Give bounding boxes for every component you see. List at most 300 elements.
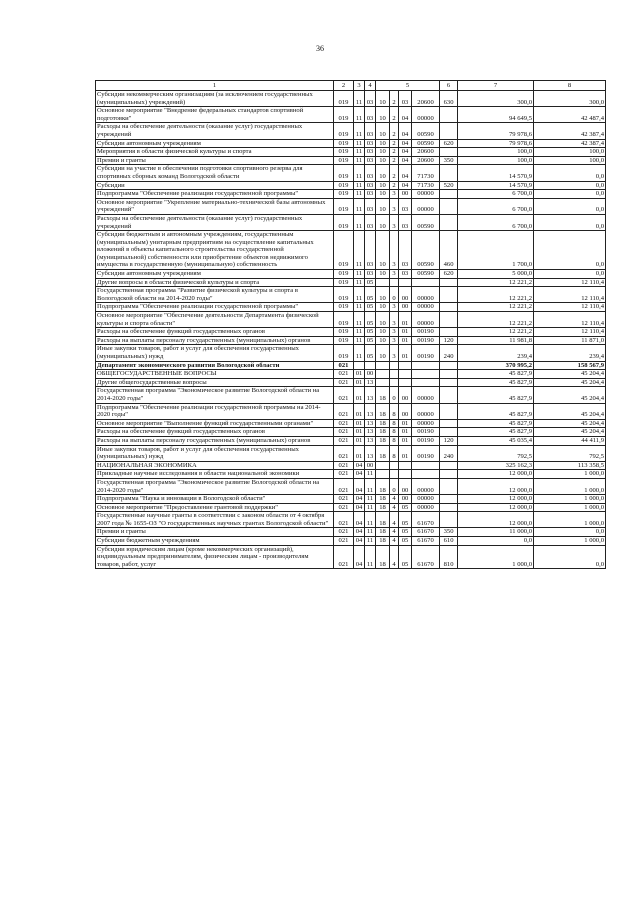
target-code-3: 04 [399,181,412,190]
dept-code: 021 [334,495,354,504]
header-cell: 8 [534,81,606,91]
amount-col-8: 12 110,4 [534,287,606,303]
table-row [96,428,606,437]
target-code-4: 00190 [412,336,440,345]
row-name: Основное мероприятие "Обеспечение деятельности Департамента физической культуры и спорта области" [96,312,334,328]
dept-code: 019 [334,148,354,157]
target-code-3: 04 [399,139,412,148]
target-code-3: 04 [399,123,412,139]
amount-col-7: 12 000,0 [458,503,534,512]
target-code-4: 00000 [412,107,440,123]
target-code-4: 00590 [412,214,440,230]
target-code-3: 01 [399,428,412,437]
target-code-4: 00000 [412,387,440,403]
expense-type-code [440,378,458,387]
target-code-1: 18 [376,419,390,428]
subsection-code: 13 [365,387,376,403]
amount-col-7: 14 570,9 [458,181,534,190]
amount-col-8: 0,0 [534,198,606,214]
subsection-code: 11 [365,503,376,512]
expense-type-code [440,278,458,287]
target-code-4: 61670 [412,545,440,569]
subsection-code: 13 [365,378,376,387]
target-code-2 [390,470,399,479]
target-code-3: 01 [399,419,412,428]
subsection-code: 03 [365,165,376,181]
target-code-3: 05 [399,503,412,512]
amount-col-8: 158 567,9 [534,361,606,370]
expense-type-code [440,198,458,214]
amount-col-8: 11 871,0 [534,336,606,345]
target-code-3: 03 [399,91,412,107]
amount-col-7: 94 649,5 [458,107,534,123]
amount-col-8: 300,0 [534,91,606,107]
expense-type-code [440,470,458,479]
expense-type-code [440,503,458,512]
header-row [96,81,606,91]
target-code-2: 8 [390,445,399,461]
section-code: 04 [354,512,365,528]
target-code-3 [399,470,412,479]
row-name: Расходы на выплаты персоналу государственных (муниципальных) органов [96,436,334,445]
dept-code: 021 [334,419,354,428]
expense-type-code: 460 [440,231,458,270]
dept-code: 019 [334,231,354,270]
expense-type-code [440,107,458,123]
row-name: Прикладные научные исследования в области национальной экономики [96,470,334,479]
row-name: Основное мероприятие "Выполнение функций государственными органами" [96,419,334,428]
target-code-2: 2 [390,91,399,107]
target-code-2 [390,370,399,379]
row-name: Государственная программа "Экономическое развитие Вологодской области на 2014-2020 годы" [96,387,334,403]
row-name: Субсидии автономным учреждениям [96,139,334,148]
target-code-2: 4 [390,545,399,569]
subsection-code: 03 [365,270,376,279]
amount-col-7: 1 700,0 [458,231,534,270]
section-code: 11 [354,181,365,190]
section-code: 11 [354,156,365,165]
subsection-code: 03 [365,181,376,190]
row-name: Расходы на обеспечение деятельности (оказание услуг) государственных учреждений [96,214,334,230]
target-code-1: 10 [376,303,390,312]
expense-type-code [440,512,458,528]
amount-col-7: 300,0 [458,91,534,107]
table-row [96,512,606,528]
table-row [96,165,606,181]
expense-type-code: 520 [440,181,458,190]
target-code-3 [399,378,412,387]
amount-col-7: 45 827,9 [458,387,534,403]
table-row [96,190,606,199]
amount-col-8: 0,0 [534,214,606,230]
section-code: 11 [354,278,365,287]
target-code-3: 03 [399,198,412,214]
row-name: Департамент экономического развития Вологодской области [96,361,334,370]
section-code: 11 [354,107,365,123]
target-code-1: 10 [376,328,390,337]
target-code-3: 03 [399,214,412,230]
dept-code: 019 [334,336,354,345]
expense-type-code [440,387,458,403]
target-code-1: 18 [376,503,390,512]
target-code-2 [390,361,399,370]
row-name: Премии и гранты [96,156,334,165]
target-code-3 [399,370,412,379]
target-code-2: 4 [390,537,399,546]
target-code-4: 00000 [412,403,440,419]
dept-code: 019 [334,270,354,279]
section-code: 11 [354,345,365,361]
target-code-3: 00 [399,495,412,504]
target-code-2 [390,278,399,287]
table-row [96,198,606,214]
dept-code: 021 [334,428,354,437]
amount-col-7: 325 162,3 [458,461,534,470]
section-code: 11 [354,231,365,270]
row-name: Расходы на обеспечение функций государственных органов [96,428,334,437]
target-code-1: 10 [376,181,390,190]
section-code: 11 [354,214,365,230]
amount-col-7: 45 035,4 [458,436,534,445]
target-code-1: 10 [376,107,390,123]
target-code-3: 00 [399,403,412,419]
dept-code: 019 [334,328,354,337]
amount-col-8: 1 000,0 [534,503,606,512]
header-cell: 2 [334,81,354,91]
subsection-code: 03 [365,123,376,139]
target-code-1: 18 [376,545,390,569]
row-name: Государственная программа "Экономическое развитие Вологодской области на 2014-2020 годы" [96,478,334,494]
budget-table [95,80,606,569]
subsection-code: 11 [365,470,376,479]
row-name: Субсидии автономным учреждениям [96,270,334,279]
expense-type-code [440,165,458,181]
expense-type-code [440,495,458,504]
amount-col-8: 100,0 [534,156,606,165]
target-code-2: 3 [390,270,399,279]
section-code: 01 [354,428,365,437]
expense-type-code: 120 [440,436,458,445]
row-name: Иные закупки товаров, работ и услуг для обеспечения государственных (муниципальных) нужд [96,445,334,461]
dept-code: 021 [334,470,354,479]
target-code-2: 8 [390,403,399,419]
target-code-4 [412,370,440,379]
subsection-code: 03 [365,156,376,165]
dept-code: 021 [334,503,354,512]
target-code-4: 00590 [412,270,440,279]
target-code-4 [412,361,440,370]
table-row [96,495,606,504]
amount-col-7: 11 981,8 [458,336,534,345]
target-code-4: 61670 [412,528,440,537]
row-name: Подпрограмма "Обеспечение реализации государственной программы на 2014-2020 годы" [96,403,334,419]
target-code-4 [412,461,440,470]
subsection-code: 13 [365,436,376,445]
amount-col-8: 100,0 [534,148,606,157]
section-code: 11 [354,198,365,214]
dept-code: 019 [334,107,354,123]
target-code-1: 10 [376,345,390,361]
dept-code: 019 [334,123,354,139]
subsection-code: 13 [365,403,376,419]
target-code-1: 10 [376,165,390,181]
amount-col-7: 5 000,0 [458,270,534,279]
row-name: Премии и гранты [96,528,334,537]
amount-col-7: 1 000,0 [458,545,534,569]
target-code-1 [376,461,390,470]
row-name: Субсидии бюджетным и автономным учреждениям, государственным (муниципальным) унитарным предприятиям на осуществление капитальных вложений в объекты капитального строительства государственной (муниципальной) собственности или приобретение объектов недвижимого имущества в государственную (муниципальную) собственность [96,231,334,270]
table-row [96,214,606,230]
section-code: 01 [354,387,365,403]
header-cell: 5 [376,81,440,91]
table-row [96,470,606,479]
target-code-1: 18 [376,436,390,445]
target-code-2: 4 [390,528,399,537]
target-code-2: 2 [390,181,399,190]
dept-code: 021 [334,445,354,461]
amount-col-8: 0,0 [534,528,606,537]
dept-code: 021 [334,461,354,470]
expense-type-code [440,123,458,139]
table-row [96,537,606,546]
dept-code: 021 [334,528,354,537]
expense-type-code: 350 [440,156,458,165]
row-name: Подпрограмма "Наука и инновации в Вологодской области" [96,495,334,504]
dept-code: 021 [334,387,354,403]
expense-type-code [440,370,458,379]
dept-code: 019 [334,287,354,303]
target-code-2: 2 [390,165,399,181]
expense-type-code: 120 [440,336,458,345]
expense-type-code: 620 [440,139,458,148]
section-code: 11 [354,328,365,337]
row-name: Субсидии на участие в обеспечении подготовки спортивного резерва для спортивных сборных команд Вологодской области [96,165,334,181]
section-code: 11 [354,190,365,199]
expense-type-code [440,478,458,494]
section-code: 11 [354,336,365,345]
target-code-2: 3 [390,214,399,230]
amount-col-8: 45 204,4 [534,378,606,387]
target-code-3: 01 [399,328,412,337]
target-code-4 [412,378,440,387]
amount-col-8: 0,0 [534,545,606,569]
target-code-3: 03 [399,231,412,270]
table-row [96,312,606,328]
subsection-code: 05 [365,345,376,361]
table-row [96,156,606,165]
target-code-1: 10 [376,287,390,303]
header-cell: 7 [458,81,534,91]
expense-type-code: 810 [440,545,458,569]
table-row [96,107,606,123]
target-code-1: 10 [376,198,390,214]
target-code-4: 61670 [412,537,440,546]
target-code-3: 01 [399,312,412,328]
row-name: Мероприятия в области физической культуры и спорта [96,148,334,157]
amount-col-7: 79 978,6 [458,123,534,139]
amount-col-7: 79 978,6 [458,139,534,148]
amount-col-7: 11 000,0 [458,528,534,537]
section-code: 04 [354,495,365,504]
subsection-code: 00 [365,461,376,470]
target-code-2: 4 [390,512,399,528]
amount-col-7: 12 000,0 [458,495,534,504]
section-code: 01 [354,370,365,379]
section-code: 01 [354,419,365,428]
target-code-2: 0 [390,287,399,303]
target-code-4: 00590 [412,139,440,148]
section-code: 01 [354,378,365,387]
dept-code: 019 [334,214,354,230]
amount-col-7: 100,0 [458,156,534,165]
amount-col-8: 42 487,4 [534,107,606,123]
dept-code: 019 [334,165,354,181]
target-code-4: 00000 [412,303,440,312]
target-code-2: 2 [390,123,399,139]
section-code: 11 [354,165,365,181]
row-name: Основное мероприятие "Предоставление грантовой поддержки" [96,503,334,512]
table-row [96,478,606,494]
table-row [96,361,606,370]
subsection-code: 05 [365,303,376,312]
row-name: Субсидии бюджетным учреждениям [96,537,334,546]
amount-col-7: 6 700,0 [458,198,534,214]
target-code-1: 18 [376,537,390,546]
target-code-1: 10 [376,231,390,270]
amount-col-7: 45 827,9 [458,370,534,379]
target-code-2: 3 [390,328,399,337]
dept-code: 019 [334,303,354,312]
page-number: 36 [316,44,324,53]
subsection-code: 03 [365,231,376,270]
target-code-3: 04 [399,165,412,181]
target-code-3: 00 [399,190,412,199]
target-code-3: 00 [399,303,412,312]
target-code-3: 05 [399,537,412,546]
amount-col-8: 42 387,4 [534,123,606,139]
section-code: 01 [354,403,365,419]
section-code: 11 [354,303,365,312]
table-row [96,461,606,470]
target-code-2: 3 [390,231,399,270]
amount-col-8: 1 000,0 [534,495,606,504]
table-row [96,123,606,139]
amount-col-8: 42 387,4 [534,139,606,148]
target-code-2: 4 [390,503,399,512]
target-code-1 [376,361,390,370]
table-row [96,336,606,345]
subsection-code: 03 [365,198,376,214]
target-code-4: 00000 [412,419,440,428]
row-name: Подпрограмма "Обеспечение реализации государственной программы" [96,303,334,312]
table-row [96,419,606,428]
target-code-1: 10 [376,156,390,165]
target-code-4: 00190 [412,328,440,337]
target-code-2: 3 [390,198,399,214]
amount-col-7: 12 221,2 [458,303,534,312]
amount-col-7: 12 000,0 [458,470,534,479]
row-name: Субсидии юридическим лицам (кроме некоммерческих организаций), индивидуальным предпринимателям, физическим лицам - производителям товаров, работ, услуг [96,545,334,569]
row-name: Расходы на обеспечение деятельности (оказание услуг) государственных учреждений [96,123,334,139]
target-code-2 [390,461,399,470]
subsection-code: 11 [365,528,376,537]
subsection-code: 03 [365,214,376,230]
target-code-1: 10 [376,123,390,139]
section-code: 11 [354,91,365,107]
table-row [96,231,606,270]
target-code-1: 18 [376,445,390,461]
target-code-3 [399,461,412,470]
amount-col-8: 45 204,4 [534,428,606,437]
target-code-3: 04 [399,107,412,123]
row-name: Основное мероприятие "Укрепление материально-технической базы автономных учреждений" [96,198,334,214]
row-name: Государственная программа "Развитие физической культуры и спорта в Вологодской области на 2014-2020 годы" [96,287,334,303]
target-code-3: 05 [399,512,412,528]
target-code-1: 18 [376,495,390,504]
row-name: Подпрограмма "Обеспечение реализации государственной программы" [96,190,334,199]
subsection-code: 13 [365,419,376,428]
amount-col-7: 12 000,0 [458,478,534,494]
target-code-4: 61670 [412,512,440,528]
amount-col-7: 239,4 [458,345,534,361]
dept-code: 021 [334,403,354,419]
target-code-1: 10 [376,190,390,199]
amount-col-8: 0,0 [534,270,606,279]
dept-code: 021 [334,378,354,387]
dept-code: 019 [334,198,354,214]
expense-type-code: 350 [440,528,458,537]
table-row [96,328,606,337]
amount-col-7: 45 827,9 [458,403,534,419]
expense-type-code: 630 [440,91,458,107]
section-code: 11 [354,139,365,148]
table-row [96,303,606,312]
row-name: Другие общегосударственные вопросы [96,378,334,387]
dept-code: 019 [334,312,354,328]
target-code-3: 00 [399,287,412,303]
target-code-3 [399,361,412,370]
section-code: 01 [354,445,365,461]
target-code-3: 00 [399,387,412,403]
target-code-4: 00190 [412,445,440,461]
amount-col-8: 12 110,4 [534,278,606,287]
expense-type-code: 240 [440,445,458,461]
amount-col-8: 45 204,4 [534,419,606,428]
subsection-code: 03 [365,148,376,157]
subsection-code: 11 [365,478,376,494]
amount-col-8: 0,0 [534,231,606,270]
section-code: 04 [354,537,365,546]
target-code-1: 10 [376,214,390,230]
target-code-3: 03 [399,270,412,279]
dept-code: 019 [334,190,354,199]
table-row [96,287,606,303]
row-name: Расходы на выплаты персоналу государственных (муниципальных) органов [96,336,334,345]
amount-col-7: 12 221,2 [458,287,534,303]
table-row [96,91,606,107]
amount-col-7: 792,5 [458,445,534,461]
table-row [96,503,606,512]
amount-col-7: 12 000,0 [458,512,534,528]
amount-col-8: 239,4 [534,345,606,361]
target-code-3: 04 [399,156,412,165]
table-row [96,270,606,279]
expense-type-code [440,419,458,428]
target-code-1: 18 [376,512,390,528]
table-row [96,139,606,148]
table-row [96,545,606,569]
target-code-1: 18 [376,528,390,537]
